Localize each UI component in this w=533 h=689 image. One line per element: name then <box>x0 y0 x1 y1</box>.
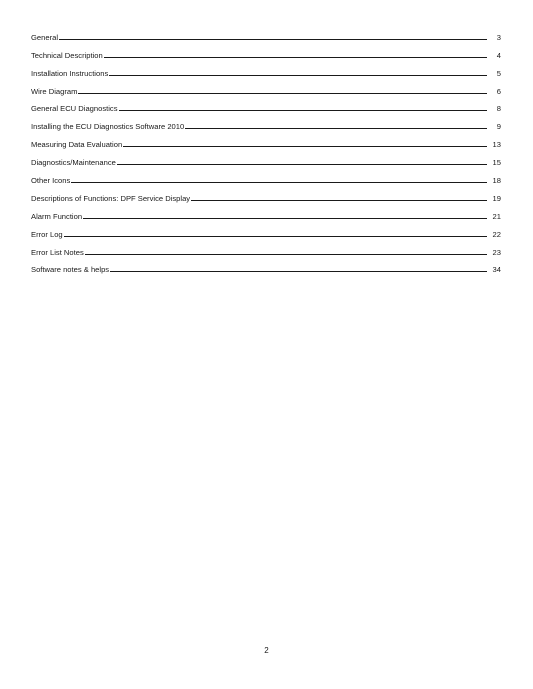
toc-entry-general[interactable] <box>31 24 501 42</box>
toc-leader-line <box>85 254 487 255</box>
toc-entry-page: 19 <box>492 193 501 203</box>
toc-leader-line <box>123 146 487 147</box>
toc-entry-general-ecu-diagnostics[interactable] <box>31 96 501 114</box>
toc-entry-measuring-data-evaluation[interactable] <box>31 131 501 149</box>
toc-leader-line <box>71 182 487 183</box>
table-of-contents <box>31 24 501 274</box>
toc-entry-title: Diagnostics/Maintenance <box>31 158 116 168</box>
toc-entry-page: 4 <box>496 50 501 60</box>
toc-entry-title: Installing the ECU Diagnostics Software 2010 <box>31 122 185 132</box>
toc-entry-title: General <box>31 32 59 42</box>
toc-entry-page: 21 <box>492 211 501 221</box>
toc-entry-title: Other Icons <box>31 176 71 186</box>
toc-entry-software-notes[interactable] <box>31 257 501 275</box>
toc-entry-error-log[interactable] <box>31 221 501 239</box>
toc-leader-line <box>78 93 487 94</box>
toc-entry-alarm-function[interactable] <box>31 203 501 221</box>
toc-entry-page: 23 <box>492 247 501 257</box>
toc-entry-error-list-notes[interactable] <box>31 239 501 257</box>
toc-entry-page: 5 <box>496 68 501 78</box>
toc-entry-diagnostics-maintenance[interactable] <box>31 149 501 167</box>
toc-entry-page: 6 <box>496 86 501 96</box>
toc-leader-line <box>104 57 487 58</box>
toc-leader-line <box>117 164 487 165</box>
toc-entry-page: 13 <box>492 140 501 150</box>
toc-entry-page: 9 <box>496 122 501 132</box>
toc-entry-technical-description[interactable] <box>31 42 501 60</box>
toc-entry-title: Error List Notes <box>31 247 84 257</box>
toc-leader-line <box>185 128 487 129</box>
toc-entry-title: Installation Instructions <box>31 68 109 78</box>
toc-entry-page: 18 <box>492 176 501 186</box>
toc-leader-line <box>109 75 487 76</box>
toc-leader-line <box>191 200 487 201</box>
toc-entry-title: Software notes & helps <box>31 265 110 275</box>
toc-entry-page: 3 <box>496 32 501 42</box>
toc-entry-page: 8 <box>496 104 501 114</box>
toc-leader-line <box>119 110 487 111</box>
toc-entry-dpf-service-display[interactable] <box>31 185 501 203</box>
toc-entry-page: 22 <box>492 229 501 239</box>
toc-entry-page: 15 <box>492 158 501 168</box>
toc-entry-page: 34 <box>492 265 501 275</box>
toc-leader-line <box>64 236 487 237</box>
toc-entry-title: General ECU Diagnostics <box>31 104 118 114</box>
toc-entry-installation-instructions[interactable] <box>31 60 501 78</box>
toc-entry-installing-software[interactable] <box>31 113 501 131</box>
toc-entry-title: Technical Description <box>31 50 103 60</box>
page-number: 2 <box>264 646 269 655</box>
toc-entry-other-icons[interactable] <box>31 167 501 185</box>
toc-entry-title: Alarm Function <box>31 211 83 221</box>
toc-entry-title: Descriptions of Functions: DPF Service Display <box>31 193 191 203</box>
toc-entry-title: Error Log <box>31 229 63 239</box>
toc-leader-line <box>83 218 487 219</box>
toc-entry-wire-diagram[interactable] <box>31 78 501 96</box>
toc-entry-title: Measuring Data Evaluation <box>31 140 123 150</box>
toc-leader-line <box>110 271 487 272</box>
toc-leader-line <box>59 39 487 40</box>
toc-entry-title: Wire Diagram <box>31 86 78 96</box>
